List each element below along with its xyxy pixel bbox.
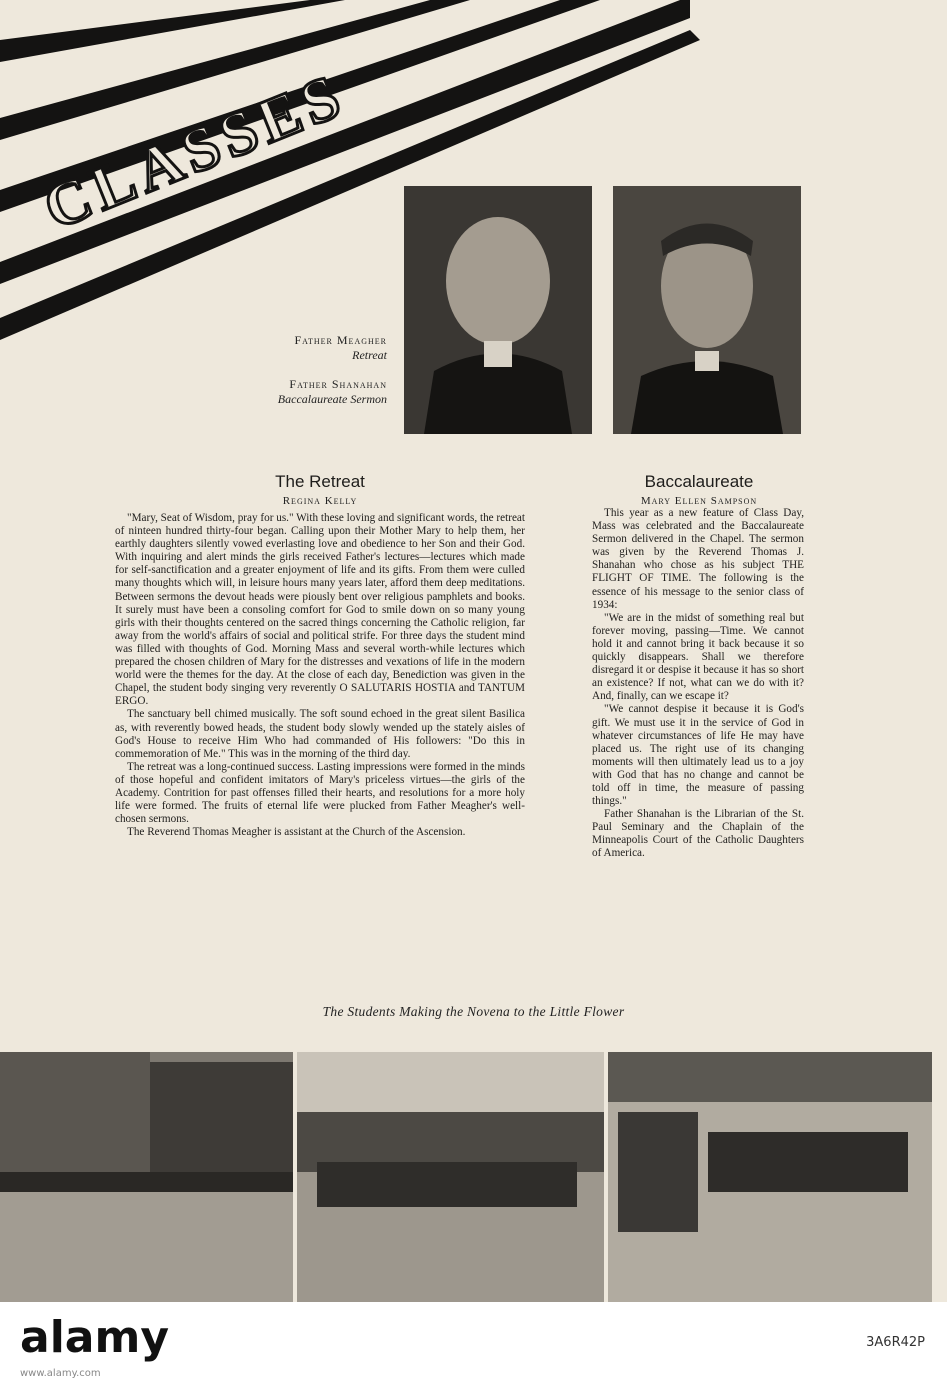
portrait-name-meagher: Father Meagher [294, 333, 387, 347]
portrait-photo-shanahan [613, 186, 801, 434]
retreat-paragraph: The sanctuary bell chimed musically. The soft sound echoed in the great silent Basilica as, with reverently bowed heads, the student body slowly wended up the stately aisles of God's House to receive Him Who had commanded of His followers: "Do this in commemoration of Me." This was in the morning of the third day. [115, 708, 525, 760]
watermark-logo: alamy [20, 1312, 169, 1363]
portrait-role-shanahan: Baccalaureate Sermon [277, 392, 387, 406]
retreat-title: The Retreat [275, 472, 365, 491]
novena-photo-left [0, 1052, 293, 1302]
baccalaureate-byline: Mary Ellen Sampson [640, 495, 758, 507]
novena-photo-center [297, 1052, 604, 1302]
retreat-paragraph: The retreat was a long-continued success. Lasting impressions were formed in the minds of those hopeful and confident imitators of Mary's priceless virtues—the girls of the Academy. Contrition for past offenses filled their hearts, and resolutions for a more holy life were formed. The fruits of eternal life were plucked from Father Meagher's well-chosen sermons. [115, 760, 525, 826]
watermark-url: www.alamy.com [20, 1368, 101, 1379]
classes-title: CLASSES [34, 60, 355, 243]
baccalaureate-paragraph: "We are in the midst of something real but forever moving, passing—Time. We cannot hold it and cannot bring it back because it so quickly disappears. Shall we therefore disregard it or despise it because it has so short an existence? If not, what can we do with it? And, finally, can we escape it? [592, 611, 804, 703]
baccalaureate-paragraph: This year as a new feature of Class Day, Mass was celebrated and the Baccalaureate Sermon delivered in the Chapel. The sermon was given by the Reverend Thomas J. Shanahan who chose as his subject THE FLIGHT OF TIME. The following is the essence of his message to the senior class of 1934: [592, 507, 804, 611]
portrait-role-meagher: Retreat [352, 348, 387, 362]
retreat-byline: Regina Kelly [282, 495, 358, 507]
baccalaureate-title: Baccalaureate [644, 472, 754, 491]
portrait-name-shanahan: Father Shanahan [289, 377, 387, 391]
baccalaureate-paragraph: Father Shanahan is the Librarian of the St. Paul Seminary and the Chaplain of the Minneapolis Court of the Catholic Daughters of America. [592, 808, 804, 860]
watermark-id: 3A6R42P [866, 1335, 925, 1350]
portrait-photo-meagher [404, 186, 592, 434]
baccalaureate-paragraph: "We cannot despise it because it is God's gift. We must use it in the service of God in whatever circumstances of life He may have placed us. The right use of its changing moments will then ultimately lead us to a joy with God that has no change and cannot be told off in time, the measure of passing things." [592, 703, 804, 808]
novena-photo-right [608, 1052, 932, 1302]
retreat-paragraph: "Mary, Seat of Wisdom, pray for us." With these loving and significant words, the retreat of ninteen hundred thirty-four began. Calling upon their Mother Mary to help them, her earthly daughters silently vowed everlasting love and obedience to her Son and their God. With inquiring and alert minds the girls received Father's lectures—lectures which made for self-sanctification and a greater enjoyment of life and its gifts. From them were culled many thoughts which will, in leisure hours many years later, afford them deep meditations. Between sermons the devout heads were piously bent over religious pamphlets and books. It surely must have been a consoling comfort for God to smile down on so many young girls with their thoughts centered on the sacred things concerning the Catholic religion, far away from the world's affairs of social and political strife. For three days the student mind was filled with thoughts of God. Morning Mass and several worth-while lectures which prepared the chosen children of Mary for the distresses and vexations of life in the modern world were the themes for the day. At the close of each day, Benediction was given in the Chapel, the student body singing very reverently O SALUTARIS HOSTIA and TANTUM ERGO. [115, 512, 525, 708]
photo-caption: The Students Making the Novena to the Little Flower [322, 1004, 625, 1019]
retreat-paragraph: The Reverend Thomas Meagher is assistant at the Church of the Ascension. [127, 826, 466, 839]
baccalaureate-body [592, 507, 804, 861]
portrait-captions [278, 333, 387, 407]
retreat-body [115, 512, 525, 839]
